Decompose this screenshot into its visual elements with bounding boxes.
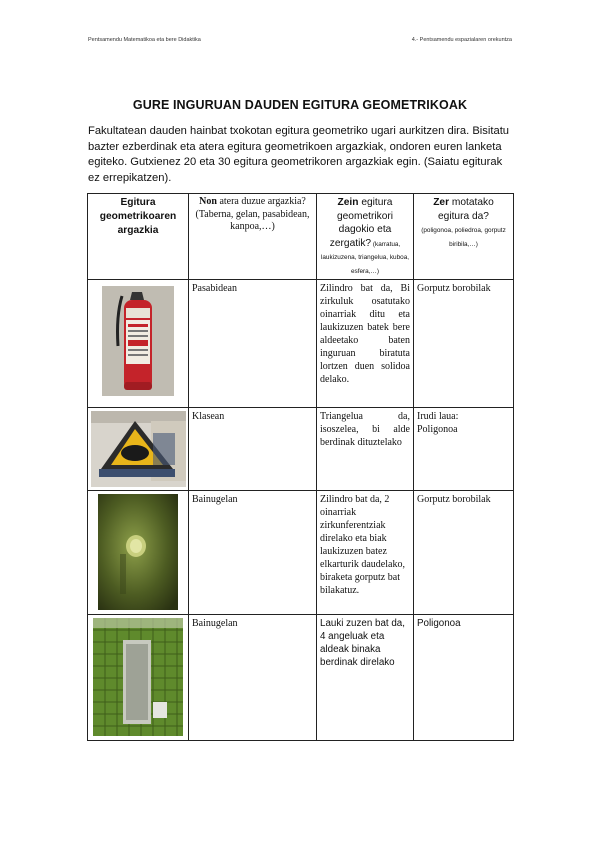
location-cell: Klasean bbox=[189, 408, 317, 491]
type-cell bbox=[414, 408, 514, 491]
type-line-1: Irudi laua: bbox=[417, 411, 459, 422]
reason-cell: Zilindro bat da, 2 oinarriak zirkunferentziak direlako eta biak laukizuzen batez elkarturik daudelako, biraketa gorputz bat bilakatuz. bbox=[317, 491, 414, 615]
structures-table bbox=[87, 193, 514, 741]
photo-cell bbox=[88, 491, 189, 615]
table-row bbox=[88, 408, 514, 491]
location-cell: Pasabidean bbox=[189, 280, 317, 408]
table-row bbox=[88, 615, 514, 741]
table-header-row bbox=[88, 194, 514, 280]
location-cell: Bainugelan bbox=[189, 615, 317, 741]
header-photo: Egitura geometrikoaren argazkia bbox=[88, 194, 189, 280]
photo-cell bbox=[88, 280, 189, 408]
coat-hook-photo bbox=[98, 494, 178, 610]
photo-cell bbox=[88, 408, 189, 491]
page-title: GURE INGURUAN DAUDEN EGITURA GEOMETRIKOAK bbox=[132, 98, 468, 112]
intro-paragraph: Fakultatean dauden hainbat txokotan egitura geometriko ugari aurkitzen dira. Bisitatu bazter ezberdinak eta atera egitura geometrikoen argazkiak, ondoren euren lanketa egiteko. Gutxienez 20 eta 30 egitura geometrikoren argazkiak egin. (Saiatu egiturak ez errepikatzen). bbox=[88, 125, 510, 184]
header-right: 4.- Pentsamendu espazialaren orekuntza bbox=[411, 37, 512, 43]
table-row bbox=[88, 491, 514, 615]
type-cell: Gorputz borobilak bbox=[414, 491, 514, 615]
location-cell: Bainugelan bbox=[189, 491, 317, 615]
header-type: Zer motatako egitura da? (poligonoa, poliedroa, gorputz biribila,…) bbox=[414, 194, 514, 280]
triangle-sign-photo bbox=[91, 411, 186, 487]
type-cell: Poligonoa bbox=[414, 615, 514, 741]
header-structure: Zein egitura geometrikori dagokio eta zergatik? (karratua, laukizuzena, triangelua, kuboa, esfera,…) bbox=[317, 194, 414, 280]
photo-cell bbox=[88, 615, 189, 741]
fire-extinguisher-photo bbox=[102, 286, 174, 396]
reason-cell: Triangelua da, isoszelea, bi alde berdinak dituztelako bbox=[317, 408, 414, 491]
header-location: Non atera duzue argazkia? (Taberna, gelan, pasabidean, kanpoa,…) bbox=[189, 194, 317, 280]
table-row bbox=[88, 280, 514, 408]
tiled-wall-photo bbox=[93, 618, 183, 736]
reason-cell: Lauki zuzen bat da, 4 angeluak eta aldeak binaka berdinak direlako bbox=[317, 615, 414, 741]
type-cell: Gorputz borobilak bbox=[414, 280, 514, 408]
header-left: Pentsamendu Matematikoa eta bere Didaktika bbox=[88, 37, 201, 43]
reason-cell: Zilindro bat da, Bi zirkuluk osatutako oinarriak ditu eta laukizuzen batek bere aldeetako baten inguruan biratuta lortzen duen solidoa delako. bbox=[317, 280, 414, 408]
type-line-2: Poligonoa bbox=[417, 424, 458, 435]
